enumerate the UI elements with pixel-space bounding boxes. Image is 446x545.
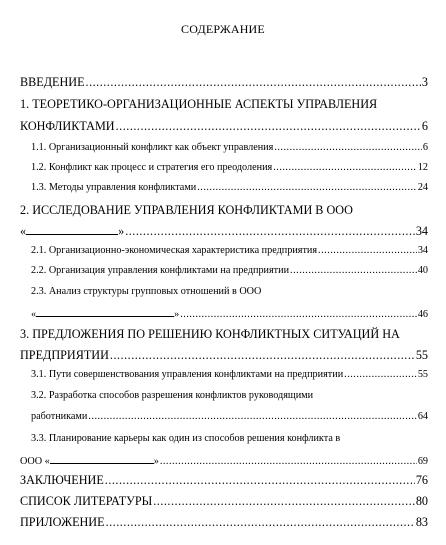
toc-entry-text: ПРИЛОЖЕНИЕ xyxy=(20,515,105,529)
blank-company-name xyxy=(26,224,118,235)
toc-entry-s31[interactable] xyxy=(31,368,428,382)
toc-page-number: 12 xyxy=(417,162,428,173)
toc-page-number: 69 xyxy=(417,456,428,467)
leader-dots xyxy=(88,410,416,424)
leader-dots xyxy=(116,119,421,133)
toc-entry-text: 3.1. Пути совершенствования управления конфликтами на предприятии xyxy=(31,369,344,380)
toc-page-number: 64 xyxy=(417,411,428,422)
toc-entry-s13[interactable] xyxy=(31,181,428,195)
toc-page-number: 6 xyxy=(421,119,428,133)
toc-entry-s22[interactable] xyxy=(31,264,428,278)
toc-entry-s21[interactable] xyxy=(31,244,428,258)
toc-entry-s23-line1[interactable]: 2.3. Анализ структуры групповых отношений в ООО xyxy=(31,286,262,297)
leader-dots xyxy=(86,75,421,89)
toc-page-number: 6 xyxy=(422,142,428,153)
toc-page-number: 55 xyxy=(415,348,428,362)
toc-entry-text: работниками xyxy=(31,411,88,422)
toc-entry-text: КОНФЛИКТАМИ xyxy=(20,119,115,133)
toc-page-number: 46 xyxy=(417,309,428,320)
toc-entry-text xyxy=(20,453,159,469)
leader-dots xyxy=(160,455,417,469)
toc-page-number: 3 xyxy=(421,75,428,89)
toc-page-number: 83 xyxy=(415,515,428,529)
close-quote: » xyxy=(174,309,180,320)
leader-dots xyxy=(105,473,415,487)
toc-entry-text: 2.1. Организационно-экономическая характеристика предприятия xyxy=(31,245,318,256)
toc-entry-text: ПРЕДПРИЯТИИ xyxy=(20,348,109,362)
toc-entry-s32-line1[interactable]: 3.2. Разработка способов разрешения конфликтов руководящими xyxy=(31,390,314,401)
toc-page-number: 80 xyxy=(415,494,428,508)
leader-dots xyxy=(153,494,415,508)
toc-entry-ch3[interactable] xyxy=(20,348,428,362)
toc-page-number: 34 xyxy=(415,224,428,238)
toc-entry-s33-line1[interactable]: 3.3. Планирование карьеры как один из способов решения конфликта в xyxy=(31,433,341,444)
toc-entry-ch2[interactable] xyxy=(20,224,428,238)
leader-dots xyxy=(110,348,415,362)
toc-entry-text xyxy=(31,306,179,322)
toc-entry-s33[interactable] xyxy=(20,453,428,469)
leader-dots xyxy=(197,181,417,195)
toc-entry-s12[interactable] xyxy=(31,161,428,175)
toc-page-number: 24 xyxy=(417,182,428,193)
toc-entry-references[interactable] xyxy=(20,494,428,508)
toc-entry-text: 1.3. Методы управления конфликтами xyxy=(31,182,197,193)
toc-entry-ch2-line1[interactable]: 2. ИССЛЕДОВАНИЕ УПРАВЛЕНИЯ КОНФЛИКТАМИ В ООО xyxy=(20,203,353,217)
leader-dots xyxy=(318,244,417,258)
toc-entry-text: 1.2. Конфликт как процесс и стратегия его преодоления xyxy=(31,162,273,173)
toc-entry-text: ЗАКЛЮЧЕНИЕ xyxy=(20,473,104,487)
leader-dots xyxy=(274,141,422,155)
leader-dots xyxy=(273,161,417,175)
leader-dots xyxy=(290,264,417,278)
leader-dots xyxy=(106,515,415,529)
toc-title: СОДЕРЖАНИЕ xyxy=(181,22,265,36)
toc-entry-text xyxy=(20,224,124,238)
toc-entry-ch3-line1[interactable]: 3. ПРЕДЛОЖЕНИЯ ПО РЕШЕНИЮ КОНФЛИКТНЫХ СИТУАЦИЙ НА xyxy=(20,327,400,341)
toc-entry-s32[interactable] xyxy=(31,410,428,424)
leader-dots xyxy=(344,368,417,382)
toc-entry-appendix[interactable] xyxy=(20,515,428,529)
toc-entry-s11[interactable] xyxy=(31,141,428,155)
toc-entry-s23[interactable] xyxy=(31,306,428,322)
toc-page-number: 34 xyxy=(417,245,428,256)
toc-entry-ch1-line1[interactable]: 1. ТЕОРЕТИКО-ОРГАНИЗАЦИОННЫЕ АСПЕКТЫ УПРАВЛЕНИЯ xyxy=(20,97,378,111)
toc-entry-ch1[interactable] xyxy=(20,119,428,133)
toc-page-number: 55 xyxy=(417,369,428,380)
toc-entry-intro[interactable] xyxy=(20,75,428,89)
toc-page-number: 40 xyxy=(417,265,428,276)
toc-entry-conclusion[interactable] xyxy=(20,473,428,487)
open-quote: « xyxy=(20,224,27,238)
toc-entry-text: 2.2. Организация управления конфликтами на предприятии xyxy=(31,265,290,276)
open-quote: « xyxy=(31,309,37,320)
toc-page-number: 76 xyxy=(415,473,428,487)
leader-dots xyxy=(125,224,415,238)
toc-entry-text: СПИСОК ЛИТЕРАТУРЫ xyxy=(20,494,153,508)
blank-company-name xyxy=(36,306,174,317)
leader-dots xyxy=(180,308,417,322)
line-prefix: ООО « xyxy=(20,456,50,467)
close-quote: » xyxy=(118,224,125,238)
blank-company-name xyxy=(50,453,154,464)
toc-entry-text: 1.1. Организационный конфликт как объект управления xyxy=(31,142,274,153)
close-quote: » xyxy=(153,456,159,467)
toc-entry-text: ВВЕДЕНИЕ xyxy=(20,75,85,89)
